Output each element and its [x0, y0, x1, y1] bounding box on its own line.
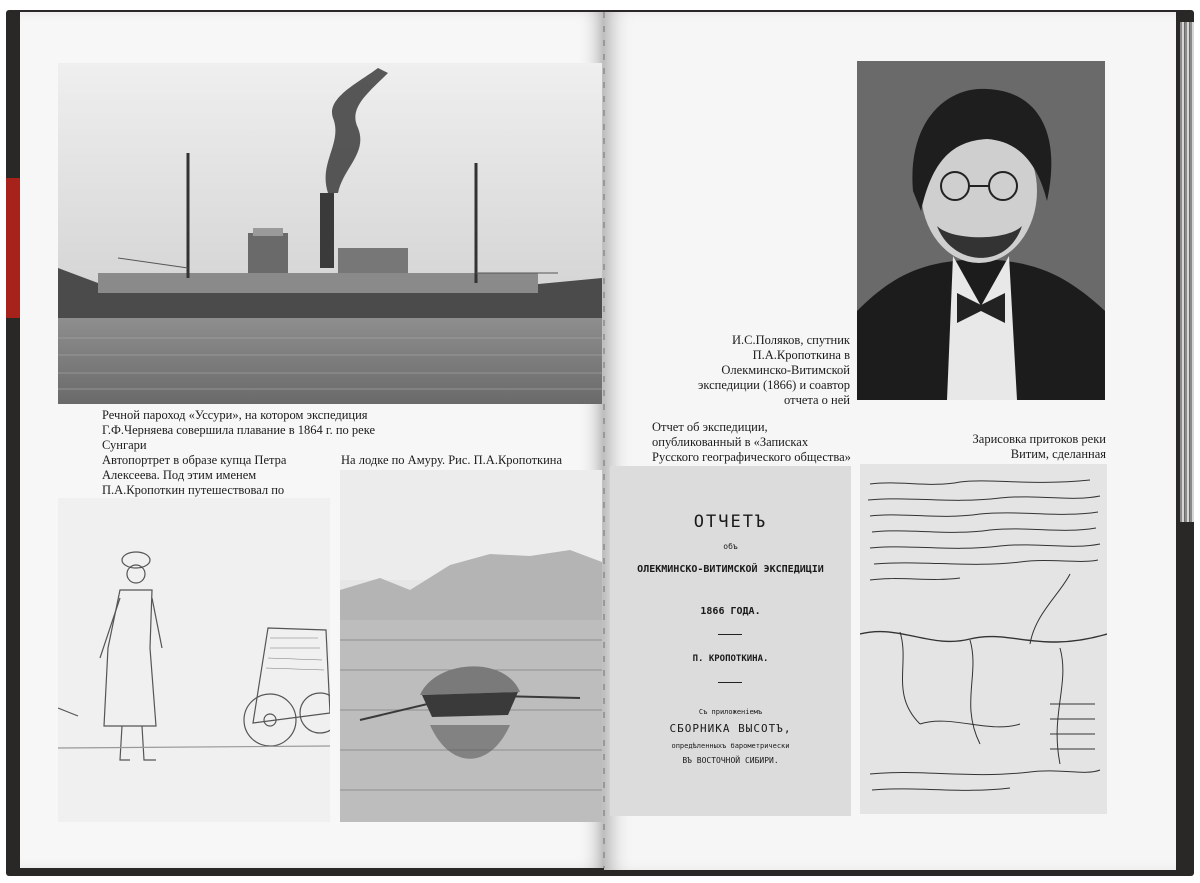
- report-author: П. КРОПОТКИНА.: [692, 654, 769, 664]
- polyakov-portrait-art: [857, 61, 1105, 400]
- polyakov-portrait: [857, 61, 1105, 400]
- steamer-photo-art: [58, 63, 602, 404]
- boat-sketch-art: [340, 470, 602, 822]
- self-portrait-caption: Автопортрет в образе купца Петра Алексеева. Под этим именем П.А.Кропоткин путешествовал по: [102, 453, 287, 497]
- book-page-edges: [1180, 22, 1194, 522]
- report-title: ОТЧЕТЪ: [693, 512, 768, 532]
- report-with: Съ приложеніемъ: [698, 708, 763, 716]
- report-caption: Отчет об экспедиции, опубликованный в «Записках Русского географического общества»: [652, 420, 851, 464]
- report-rule-1: [718, 634, 742, 635]
- report-of: объ: [723, 542, 738, 551]
- spine-stitching: [603, 12, 605, 868]
- report-determined: опредѣленныхъ барометрически: [671, 742, 790, 750]
- report-rule-2: [718, 682, 742, 683]
- report-heights: СБОРНИКА ВЫСОТЪ,: [669, 722, 792, 735]
- sketch-caption: Зарисовка притоков реки Витим, сделанная: [972, 432, 1106, 461]
- steamer-caption: Речной пароход «Уссури», на котором экспедиция Г.Ф.Черняева совершила плавание в 1864 г. по реке Сунгари: [102, 408, 376, 452]
- vitim-sketch: [860, 464, 1107, 814]
- boat-caption: На лодке по Амуру. Рис. П.А.Кропоткина: [341, 453, 563, 467]
- report-year: 1866 ГОДА.: [700, 606, 761, 617]
- self-portrait-sketch: [58, 498, 330, 822]
- report-expedition: ОЛЕКМИНСКО-ВИТИМСКОЙ ЭКСПЕДИЦІИ: [637, 564, 824, 575]
- boat-sketch: [340, 470, 602, 822]
- self-portrait-sketch-art: [58, 498, 330, 822]
- polyakov-caption: И.С.Поляков, спутник П.А.Кропоткина в Олекминско-Витимской экспедиции (1866) и соавтор отчета о ней: [698, 333, 850, 407]
- report-siberia: ВЪ ВОСТОЧНОЙ СИБИРИ.: [682, 756, 779, 765]
- steamer-photo: [58, 63, 602, 404]
- vitim-sketch-art: [860, 464, 1107, 814]
- report-cover: [610, 466, 851, 816]
